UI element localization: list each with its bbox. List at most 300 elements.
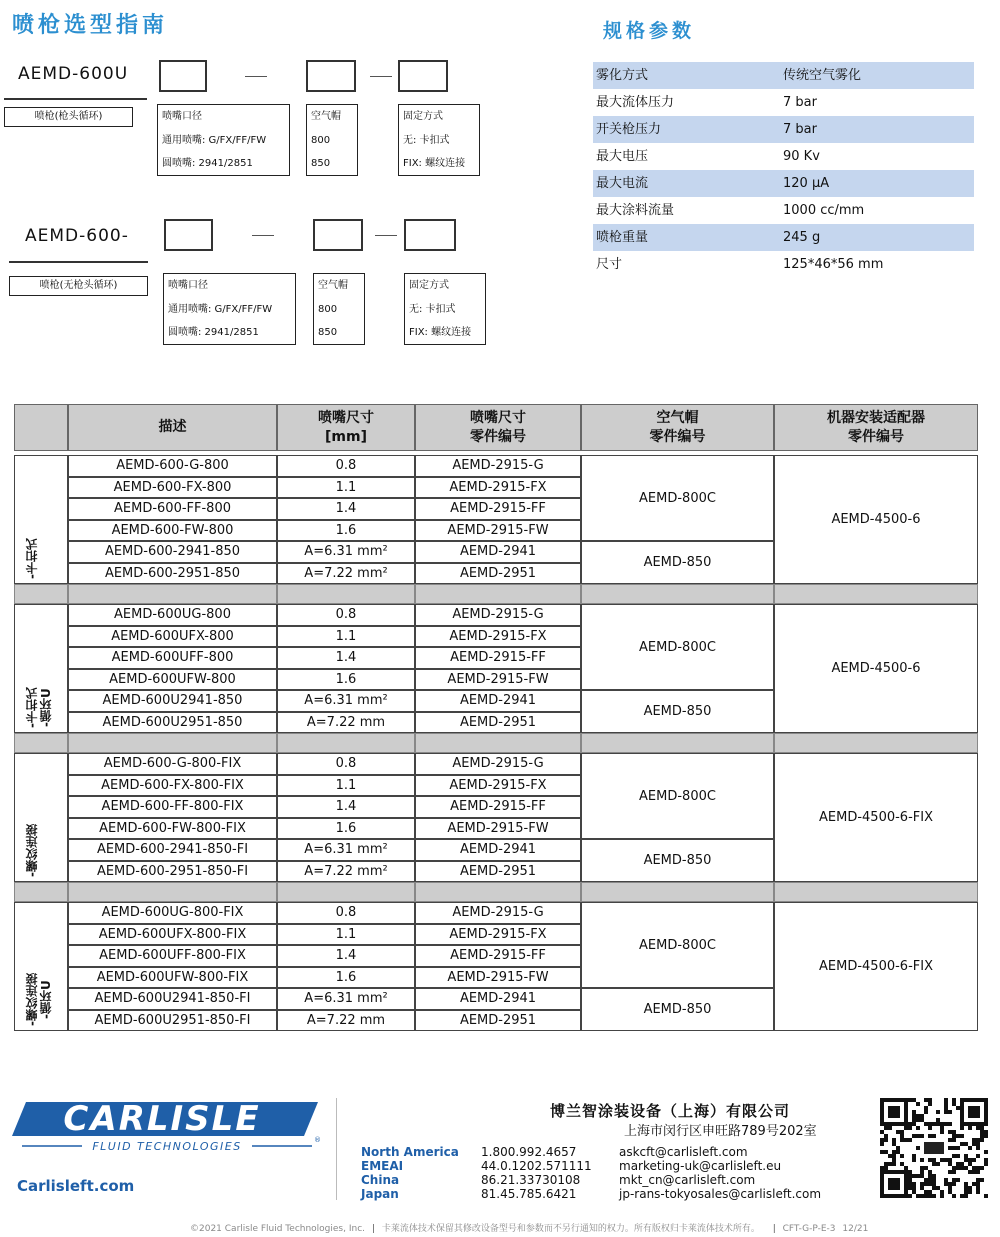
nozzle-size: 0.8 <box>277 753 415 775</box>
group-label <box>25 687 53 728</box>
group-separator <box>415 882 581 902</box>
aircap-options <box>306 104 358 176</box>
qr-module <box>924 1194 928 1198</box>
qr-module <box>968 1106 980 1118</box>
qr-module <box>968 1126 972 1130</box>
header-line: 零件编号 <box>470 428 526 445</box>
qr-module <box>936 1110 940 1114</box>
spec-key: 雾化方式 <box>596 68 649 83</box>
header-line: 零件编号 <box>848 428 904 445</box>
qr-module <box>892 1142 896 1146</box>
qr-module <box>932 1134 936 1138</box>
qr-module <box>928 1098 932 1102</box>
dash <box>252 235 274 236</box>
option: FIX: 螺纹连接 <box>403 158 466 169</box>
qr-module <box>972 1170 976 1174</box>
qr-module <box>948 1122 952 1126</box>
column-header <box>581 404 774 451</box>
nozzle-part-number: AEMD-2915-FX <box>415 775 581 797</box>
qr-module <box>940 1126 944 1130</box>
qr-module <box>928 1170 932 1174</box>
qr-module <box>956 1178 960 1182</box>
option: 无: 卡扣式 <box>403 134 450 146</box>
qr-module <box>952 1182 956 1186</box>
nozzle-size: 0.8 <box>277 604 415 626</box>
spec-key: 尺寸 <box>596 257 623 272</box>
nozzle-size: A=6.31 mm² <box>277 541 415 563</box>
nozzle-part-number: AEMD-2915-G <box>415 455 581 477</box>
qr-module <box>892 1150 896 1154</box>
nozzle-part-number: AEMD-2941 <box>415 839 581 861</box>
part-description: AEMD-600-FW-800 <box>68 520 277 542</box>
qr-module <box>956 1162 960 1166</box>
part-description: AEMD-600-FF-800-FIX <box>68 796 277 818</box>
header-line: 描述 <box>158 419 187 435</box>
qr-module <box>952 1098 956 1102</box>
qr-module <box>960 1166 964 1170</box>
group-separator <box>277 733 415 753</box>
part-description: AEMD-600U2951-850 <box>68 712 277 734</box>
nozzle-part-number: AEMD-2915-FW <box>415 669 581 691</box>
separator: | <box>371 1224 375 1234</box>
part-description: AEMD-600-FX-800-FIX <box>68 775 277 797</box>
option-title: 空气帽 <box>318 280 348 291</box>
qr-module <box>944 1178 948 1182</box>
qr-module <box>912 1154 916 1158</box>
nozzle-part-number: AEMD-2915-FX <box>415 477 581 499</box>
spec-row <box>593 197 974 224</box>
qr-module <box>920 1170 924 1174</box>
qr-module <box>940 1158 944 1162</box>
spec-key: 喷枪重量 <box>596 230 649 245</box>
qr-module <box>888 1126 892 1130</box>
spec-row <box>593 116 974 143</box>
qr-module <box>952 1194 956 1198</box>
qr-module <box>928 1174 932 1178</box>
qr-module <box>980 1178 984 1182</box>
qr-module <box>932 1178 936 1182</box>
nozzle-size: 1.4 <box>277 498 415 520</box>
qr-module <box>960 1142 964 1146</box>
nozzle-part-number: AEMD-2915-FF <box>415 796 581 818</box>
option: 850 <box>318 327 338 338</box>
qr-module <box>984 1130 988 1134</box>
group-separator <box>68 584 277 604</box>
aircap-part-number: AEMD-800C <box>581 604 774 690</box>
qr-module <box>908 1178 912 1182</box>
part-description: AEMD-600-G-800 <box>68 455 277 477</box>
email-link[interactable]: mkt_cn@carlisleft.com <box>619 1173 756 1187</box>
adapter-part-number: AEMD-4500-6 <box>774 455 978 584</box>
qr-module <box>908 1138 912 1142</box>
qr-module <box>964 1158 968 1162</box>
qr-module <box>908 1194 912 1198</box>
nozzle-part-number: AEMD-2915-FW <box>415 818 581 840</box>
qr-module <box>880 1166 884 1170</box>
group-label-line: -螺纹连接 <box>25 824 39 877</box>
group-label-line: -卡扣式 <box>25 687 39 728</box>
qr-module <box>956 1146 960 1150</box>
part-description: AEMD-600UG-800 <box>68 604 277 626</box>
qr-module <box>964 1190 968 1194</box>
logo-text: CARLISLE <box>63 1099 261 1139</box>
nozzle-size: A=6.31 mm² <box>277 690 415 712</box>
website-link[interactable]: Carlisleft.com <box>17 1177 135 1195</box>
qr-module <box>956 1166 960 1170</box>
qr-module <box>928 1102 932 1106</box>
qr-module <box>936 1118 940 1122</box>
spec-row <box>593 224 974 251</box>
group-separator <box>68 882 277 902</box>
option: FIX: 螺纹连接 <box>409 327 472 338</box>
qr-module <box>968 1190 972 1194</box>
qr-module <box>888 1154 892 1158</box>
qr-module <box>976 1146 980 1150</box>
qr-module <box>928 1126 932 1130</box>
spec-value: 传统空气雾化 <box>783 68 862 83</box>
header-line: 零件编号 <box>649 428 706 445</box>
registered-mark: ® <box>314 1136 321 1144</box>
qr-module <box>912 1186 916 1190</box>
qr-module <box>944 1122 948 1126</box>
qr-module <box>944 1158 948 1162</box>
aircap-part-number: AEMD-800C <box>581 455 774 541</box>
qr-module <box>916 1134 920 1138</box>
part-description: AEMD-600-2941-850 <box>68 541 277 563</box>
part-description: AEMD-600-2951-850 <box>68 563 277 585</box>
aircap-part-number: AEMD-850 <box>581 988 774 1031</box>
qr-module <box>888 1162 892 1166</box>
divider <box>9 261 148 263</box>
qr-module <box>976 1138 980 1142</box>
spec-key: 最大涂料流量 <box>596 203 675 218</box>
group-separator <box>14 733 68 753</box>
part-description: AEMD-600UFF-800 <box>68 647 277 669</box>
group-label <box>25 973 53 1026</box>
spec-value: 90 Kv <box>783 149 820 164</box>
header-blank <box>14 404 68 451</box>
dash <box>245 76 267 77</box>
qr-module <box>932 1122 936 1126</box>
qr-module <box>932 1182 936 1186</box>
qr-module <box>924 1142 944 1154</box>
phone: 81.45.785.6421 <box>481 1187 577 1201</box>
qr-module <box>980 1126 984 1130</box>
qr-module <box>908 1122 912 1126</box>
qr-module <box>888 1178 900 1190</box>
qr-module <box>916 1146 920 1150</box>
dash <box>375 235 397 236</box>
nozzle-size: 1.4 <box>277 647 415 669</box>
qr-module <box>880 1130 884 1134</box>
nozzle-part-number: AEMD-2941 <box>415 690 581 712</box>
company-name: 博兰智涂装设备（上海）有限公司 <box>550 1102 791 1120</box>
group-separator <box>581 584 774 604</box>
qr-module <box>920 1174 924 1178</box>
spec-row <box>593 62 974 89</box>
qr-module <box>916 1194 920 1198</box>
qr-module <box>920 1118 924 1122</box>
option: 800 <box>311 134 331 146</box>
qr-module <box>960 1134 964 1138</box>
qr-module <box>980 1134 984 1138</box>
header-line: 喷嘴尺寸 <box>318 409 374 426</box>
qr-module <box>884 1166 888 1170</box>
qr-module <box>928 1194 932 1198</box>
part-description: AEMD-600-FX-800 <box>68 477 277 499</box>
qr-module <box>908 1174 912 1178</box>
qr-module <box>908 1170 912 1174</box>
option: 圆喷嘴: 2941/2851 <box>162 158 253 169</box>
header-line: 空气帽 <box>656 409 699 426</box>
qr-module <box>976 1182 980 1186</box>
qr-module <box>948 1182 952 1186</box>
column-header <box>68 404 277 451</box>
part-description: AEMD-600-2951-850-FI <box>68 861 277 883</box>
qr-module <box>948 1130 952 1134</box>
qr-module <box>880 1150 884 1154</box>
spec-key: 开关枪压力 <box>596 122 662 137</box>
qr-module <box>980 1130 984 1134</box>
qr-module <box>984 1134 988 1138</box>
qr-module <box>900 1138 904 1142</box>
qr-module <box>964 1142 968 1146</box>
nozzle-part-number: AEMD-2915-FX <box>415 626 581 648</box>
qr-module <box>944 1102 948 1106</box>
qr-module <box>948 1146 952 1150</box>
spec-value: 7 bar <box>783 95 817 110</box>
qr-module <box>960 1126 964 1130</box>
group-separator <box>774 882 978 902</box>
qr-module <box>956 1154 960 1158</box>
qr-module <box>960 1162 964 1166</box>
group-separator <box>581 882 774 902</box>
group-separator <box>415 733 581 753</box>
gun-type-label: 喷枪(枪头循环) <box>4 107 133 127</box>
qr-module <box>920 1182 924 1186</box>
nozzle-size: 1.6 <box>277 967 415 989</box>
nozzle-part-number: AEMD-2951 <box>415 861 581 883</box>
nozzle-size: 1.1 <box>277 626 415 648</box>
qr-module <box>948 1158 952 1162</box>
qr-module <box>920 1186 924 1190</box>
adapter-part-number: AEMD-4500-6-FIX <box>774 902 978 1031</box>
qr-module <box>940 1130 944 1134</box>
phone: 1.800.992.4657 <box>481 1145 577 1159</box>
group-label <box>25 538 39 579</box>
region-emeai: EMEAI <box>361 1159 404 1173</box>
qr-module <box>940 1190 944 1194</box>
email-link[interactable]: marketing-uk@carlisleft.eu <box>619 1159 782 1173</box>
qr-module <box>968 1186 972 1190</box>
qr-module <box>884 1126 888 1130</box>
qr-module <box>932 1194 936 1198</box>
qr-module <box>908 1126 912 1130</box>
email-link[interactable]: jp-rans-tokyosales@carlisleft.com <box>619 1187 822 1201</box>
nozzle-size: A=6.31 mm² <box>277 839 415 861</box>
qr-module <box>936 1122 940 1126</box>
qr-module <box>976 1190 980 1194</box>
logo-subtitle: FLUID TECHNOLOGIES <box>92 1140 242 1153</box>
qr-module <box>964 1186 968 1190</box>
spec-key: 最大电流 <box>596 176 649 191</box>
qr-module <box>964 1166 968 1170</box>
qr-module <box>904 1126 908 1130</box>
nozzle-part-number: AEMD-2915-FW <box>415 520 581 542</box>
aircap-part-number: AEMD-850 <box>581 690 774 733</box>
qr-module <box>984 1194 988 1198</box>
qr-module <box>896 1130 900 1134</box>
qr-module <box>932 1162 936 1166</box>
qr-module <box>892 1138 896 1142</box>
qr-module <box>936 1186 940 1190</box>
qr-module <box>972 1142 976 1146</box>
option: 圆喷嘴: 2941/2851 <box>168 327 259 338</box>
spec-value: 120 µA <box>783 176 830 191</box>
nozzle-part-number: AEMD-2941 <box>415 988 581 1010</box>
group-label-line: -卡扣式 <box>25 538 39 579</box>
qr-module <box>952 1170 956 1174</box>
qr-module <box>968 1158 972 1162</box>
qr-module <box>976 1154 980 1158</box>
spec-value: 125*46*56 mm <box>783 257 884 272</box>
qr-module <box>896 1146 900 1150</box>
group-separator <box>415 584 581 604</box>
spec-row <box>593 89 974 116</box>
adapter-part-number: AEMD-4500-6 <box>774 604 978 733</box>
column-header <box>415 404 581 451</box>
nozzle-size: 0.8 <box>277 455 415 477</box>
qr-module <box>880 1142 884 1146</box>
region-china: China <box>361 1173 400 1187</box>
mount-options <box>398 104 480 176</box>
group-label-line: -循环U <box>39 980 53 1019</box>
qr-module <box>976 1186 980 1190</box>
qr-module <box>912 1098 916 1102</box>
qr-module <box>952 1134 956 1138</box>
group-separator <box>774 584 978 604</box>
nozzle-size: 1.4 <box>277 796 415 818</box>
qr-module <box>944 1182 948 1186</box>
qr-module <box>908 1098 912 1102</box>
nozzle-part-number: AEMD-2915-FF <box>415 945 581 967</box>
contact-emails <box>619 1145 821 1201</box>
spec-row <box>593 143 974 170</box>
nozzle-part-number: AEMD-2941 <box>415 541 581 563</box>
model-code: AEMD-600U <box>18 64 129 84</box>
part-description: AEMD-600UFW-800 <box>68 669 277 691</box>
nozzle-part-number: AEMD-2915-G <box>415 902 581 924</box>
aircap-part-number: AEMD-800C <box>581 753 774 839</box>
part-description: AEMD-600-FW-800-FIX <box>68 818 277 840</box>
qr-module <box>968 1146 972 1150</box>
qr-module <box>916 1118 920 1122</box>
qr-module <box>924 1106 928 1110</box>
qr-module <box>932 1186 936 1190</box>
qr-module <box>880 1138 884 1142</box>
group-separator <box>14 584 68 604</box>
legal-notice: 卡莱流体技术保留其修改设备型号和参数而不另行通知的权力。所有版权归卡莱流体技术所有。 <box>381 1224 760 1234</box>
qr-module <box>928 1158 932 1162</box>
nozzle-size: A=7.22 mm² <box>277 563 415 585</box>
qr-module <box>900 1134 904 1138</box>
carlisle-logo <box>12 1098 322 1164</box>
qr-module <box>976 1166 980 1170</box>
qr-module <box>924 1190 928 1194</box>
contact-regions <box>361 1145 459 1201</box>
qr-module <box>968 1162 972 1166</box>
qr-module <box>884 1162 888 1166</box>
nozzle-size: 0.8 <box>277 902 415 924</box>
option-title: 喷嘴口径 <box>168 280 208 291</box>
qr-module <box>952 1154 956 1158</box>
option: 无: 卡扣式 <box>409 303 456 315</box>
qr-module <box>984 1158 988 1162</box>
qr-module <box>924 1098 928 1102</box>
qr-module <box>924 1166 928 1170</box>
qr-module <box>912 1190 916 1194</box>
nozzle-slot <box>164 219 213 251</box>
qr-module <box>884 1138 888 1142</box>
qr-module <box>964 1154 968 1158</box>
qr-module <box>908 1182 912 1186</box>
nozzle-size: 1.1 <box>277 775 415 797</box>
part-description: AEMD-600-G-800-FIX <box>68 753 277 775</box>
group-label <box>25 824 39 877</box>
qr-module <box>948 1138 952 1142</box>
spec-key: 最大流体压力 <box>596 95 675 110</box>
qr-module <box>948 1170 952 1174</box>
qr-module <box>952 1146 956 1150</box>
nozzle-part-number: AEMD-2951 <box>415 712 581 734</box>
qr-module <box>940 1122 944 1126</box>
qr-module <box>892 1162 896 1166</box>
qr-code-icon <box>880 1098 988 1198</box>
nozzle-size: 1.1 <box>277 924 415 946</box>
footer-divider <box>336 1098 337 1200</box>
group-label-line: -循环U <box>39 688 53 727</box>
qr-module <box>932 1174 936 1178</box>
spec-row <box>593 170 974 197</box>
nozzle-size: 1.1 <box>277 477 415 499</box>
nozzle-size: A=6.31 mm² <box>277 988 415 1010</box>
document-date: 12/21 <box>842 1224 869 1234</box>
option: 通用喷嘴: G/FX/FF/FW <box>168 303 273 315</box>
qr-module <box>980 1166 984 1170</box>
nozzle-part-number: AEMD-2915-FX <box>415 924 581 946</box>
qr-module <box>916 1126 920 1130</box>
email-link[interactable]: askcft@carlisleft.com <box>619 1145 748 1159</box>
qr-module <box>916 1114 920 1118</box>
qr-module <box>928 1190 932 1194</box>
group-separator <box>68 733 277 753</box>
nozzle-options <box>163 273 296 345</box>
qr-module <box>952 1178 956 1182</box>
option: 800 <box>318 303 338 315</box>
nozzle-size: 1.6 <box>277 669 415 691</box>
group-separator <box>277 584 415 604</box>
nozzle-part-number: AEMD-2915-G <box>415 604 581 626</box>
qr-module <box>968 1170 972 1174</box>
spec-value: 1000 cc/mm <box>783 203 865 218</box>
aircap-slot <box>306 60 356 92</box>
qr-module <box>936 1162 940 1166</box>
qr-module <box>900 1162 904 1166</box>
part-description: AEMD-600UFW-800-FIX <box>68 967 277 989</box>
qr-module <box>928 1122 932 1126</box>
nozzle-size: A=7.22 mm <box>277 712 415 734</box>
part-description: AEMD-600U2941-850-FI <box>68 988 277 1010</box>
